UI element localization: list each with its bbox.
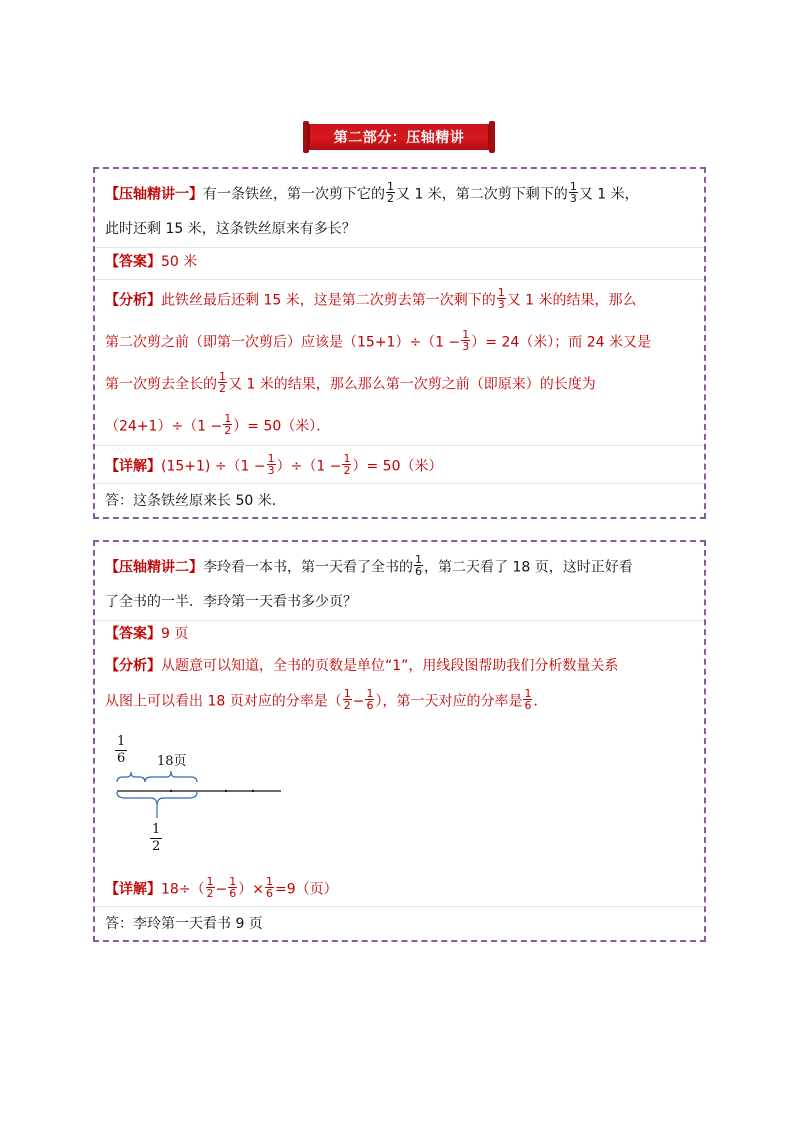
answer-tag: 【答案】 bbox=[105, 626, 161, 642]
analysis-tag: 【分析】 bbox=[105, 658, 161, 674]
detail-tag: 【详解】 bbox=[105, 458, 161, 475]
p1-answer bbox=[105, 252, 694, 272]
p1-q-text-b: 又 1 米，第二次剪下剩下的 bbox=[396, 186, 568, 203]
diagram-tick bbox=[252, 790, 254, 792]
problem-1-box bbox=[93, 167, 706, 519]
section-title: 第二部分：压轴精讲 bbox=[333, 130, 465, 146]
diagram-tick bbox=[170, 790, 172, 792]
divider bbox=[95, 620, 704, 621]
divider bbox=[95, 247, 704, 248]
answer-value: 9 页 bbox=[161, 626, 189, 642]
diagram-top-fraction: 1 6 bbox=[117, 734, 126, 766]
fraction: $\frac{1}{2}$ bbox=[343, 687, 351, 712]
diagram-svg bbox=[115, 734, 315, 864]
detail-tag: 【详解】 bbox=[105, 881, 161, 898]
p2-analysis-line1: 【分析】从题意可以知道，全书的页数是单位“1”，用线段图帮助我们分析数量关系 bbox=[105, 658, 619, 674]
section-banner bbox=[303, 121, 495, 153]
p1-q-text-c: 又 1 米， bbox=[578, 186, 639, 203]
brace-one-sixth bbox=[117, 772, 145, 782]
p1-tag: 【压轴精讲一】 bbox=[105, 186, 203, 203]
fraction: $\frac{1}{6}$ bbox=[229, 875, 237, 900]
fraction: $\frac{1}{3}$ bbox=[497, 286, 505, 311]
fraction: $\frac{1}{6}$ bbox=[366, 687, 374, 712]
analysis-tag: 【分析】 bbox=[105, 292, 161, 309]
fraction: $\frac{1}{2}$ bbox=[343, 452, 351, 477]
p1-final-answer: 答：这条铁丝原来长 50 米． bbox=[105, 493, 286, 509]
problem-2-box bbox=[93, 540, 706, 942]
brace-one-half bbox=[117, 792, 197, 806]
p2-analysis-line2: 从图上可以看出 18 页对应的分率是（ $\frac{1}{2}$ − $\frac{1}{6}$ ），第一天对应的分率是 $\frac{1}{6}$ ． bbox=[105, 687, 548, 712]
answer-value: 50 米 bbox=[161, 254, 198, 270]
p1-question-line2: 此时还剩 15 米，这条铁丝原来有多长？ bbox=[105, 221, 356, 237]
p2-question-line2: 了全书的一半．李玲第一天看书多少页？ bbox=[105, 594, 357, 610]
fraction: $\frac{1}{6}$ bbox=[524, 687, 532, 712]
fraction: $\frac{1}{3}$ bbox=[569, 180, 577, 205]
divider bbox=[95, 279, 704, 280]
diagram-tick bbox=[225, 790, 227, 792]
fraction: $\frac{1}{2}$ bbox=[219, 370, 226, 395]
p1-detail: 【详解】(15+1) ÷（1 − $\frac{1}{3}$ ）÷（1 − $\frac{1}{2}$ ）= 50（米） bbox=[105, 452, 443, 477]
p1-analysis-line1: 【分析】此铁丝最后还剩 15 米，这是第二次剪去第一次剩下的 $\frac{1}{3}$ 又 1 米的结果，那么 bbox=[105, 286, 637, 311]
diagram-bottom-fraction: 1 2 bbox=[152, 822, 161, 854]
answer-tag: 【答案】 bbox=[105, 254, 161, 270]
p1-question-line1 bbox=[105, 180, 694, 206]
brace-18-pages bbox=[145, 771, 197, 782]
p1-analysis-line4: （24+1）÷（1 − $\frac{1}{2}$ ）= 50（米）． bbox=[105, 412, 331, 437]
p2-answer bbox=[105, 624, 694, 644]
fraction: $\frac{1}{2}$ bbox=[224, 412, 232, 437]
divider bbox=[95, 445, 704, 446]
divider bbox=[95, 906, 704, 907]
p2-tag: 【压轴精讲二】 bbox=[105, 559, 203, 576]
p2-question-line1: 【压轴精讲二】李玲看一本书，第一天看了全书的 $\frac{1}{6}$ ，第二天看了 18 页，这时正好看 bbox=[105, 553, 633, 578]
p2-final-answer: 答：李玲第一天看书 9 页 bbox=[105, 916, 263, 932]
fraction: $\frac{1}{3}$ bbox=[462, 328, 470, 353]
fraction: $\frac{1}{2}$ bbox=[206, 875, 214, 900]
diagram-pages-label: 18页 bbox=[157, 754, 187, 769]
p1-analysis-line3: 第一次剪去全长的 $\frac{1}{2}$ 又 1 米的结果，那么那么第一次剪之前（即原来）的长度为 bbox=[105, 370, 596, 395]
divider bbox=[95, 483, 704, 484]
fraction: $\frac{1}{6}$ bbox=[415, 553, 422, 578]
fraction: $\frac{1}{6}$ bbox=[266, 875, 274, 900]
p1-analysis-line2: 第二次剪之前（即第一次剪后）应该是（15+1）÷（1 − $\frac{1}{3}$ ）= 24（米）；而 24 米又是 bbox=[105, 328, 651, 353]
p2-detail: 【详解】18÷（ $\frac{1}{2}$ − $\frac{1}{6}$ ）× $\frac{1}{6}$ =9（页） bbox=[105, 875, 338, 900]
fraction: $\frac{1}{3}$ bbox=[267, 452, 275, 477]
p1-q-text-a: 有一条铁丝，第一次剪下它的 bbox=[203, 186, 385, 203]
fraction: $\frac{1}{2}$ bbox=[387, 180, 394, 205]
line-segment-diagram bbox=[115, 734, 315, 864]
